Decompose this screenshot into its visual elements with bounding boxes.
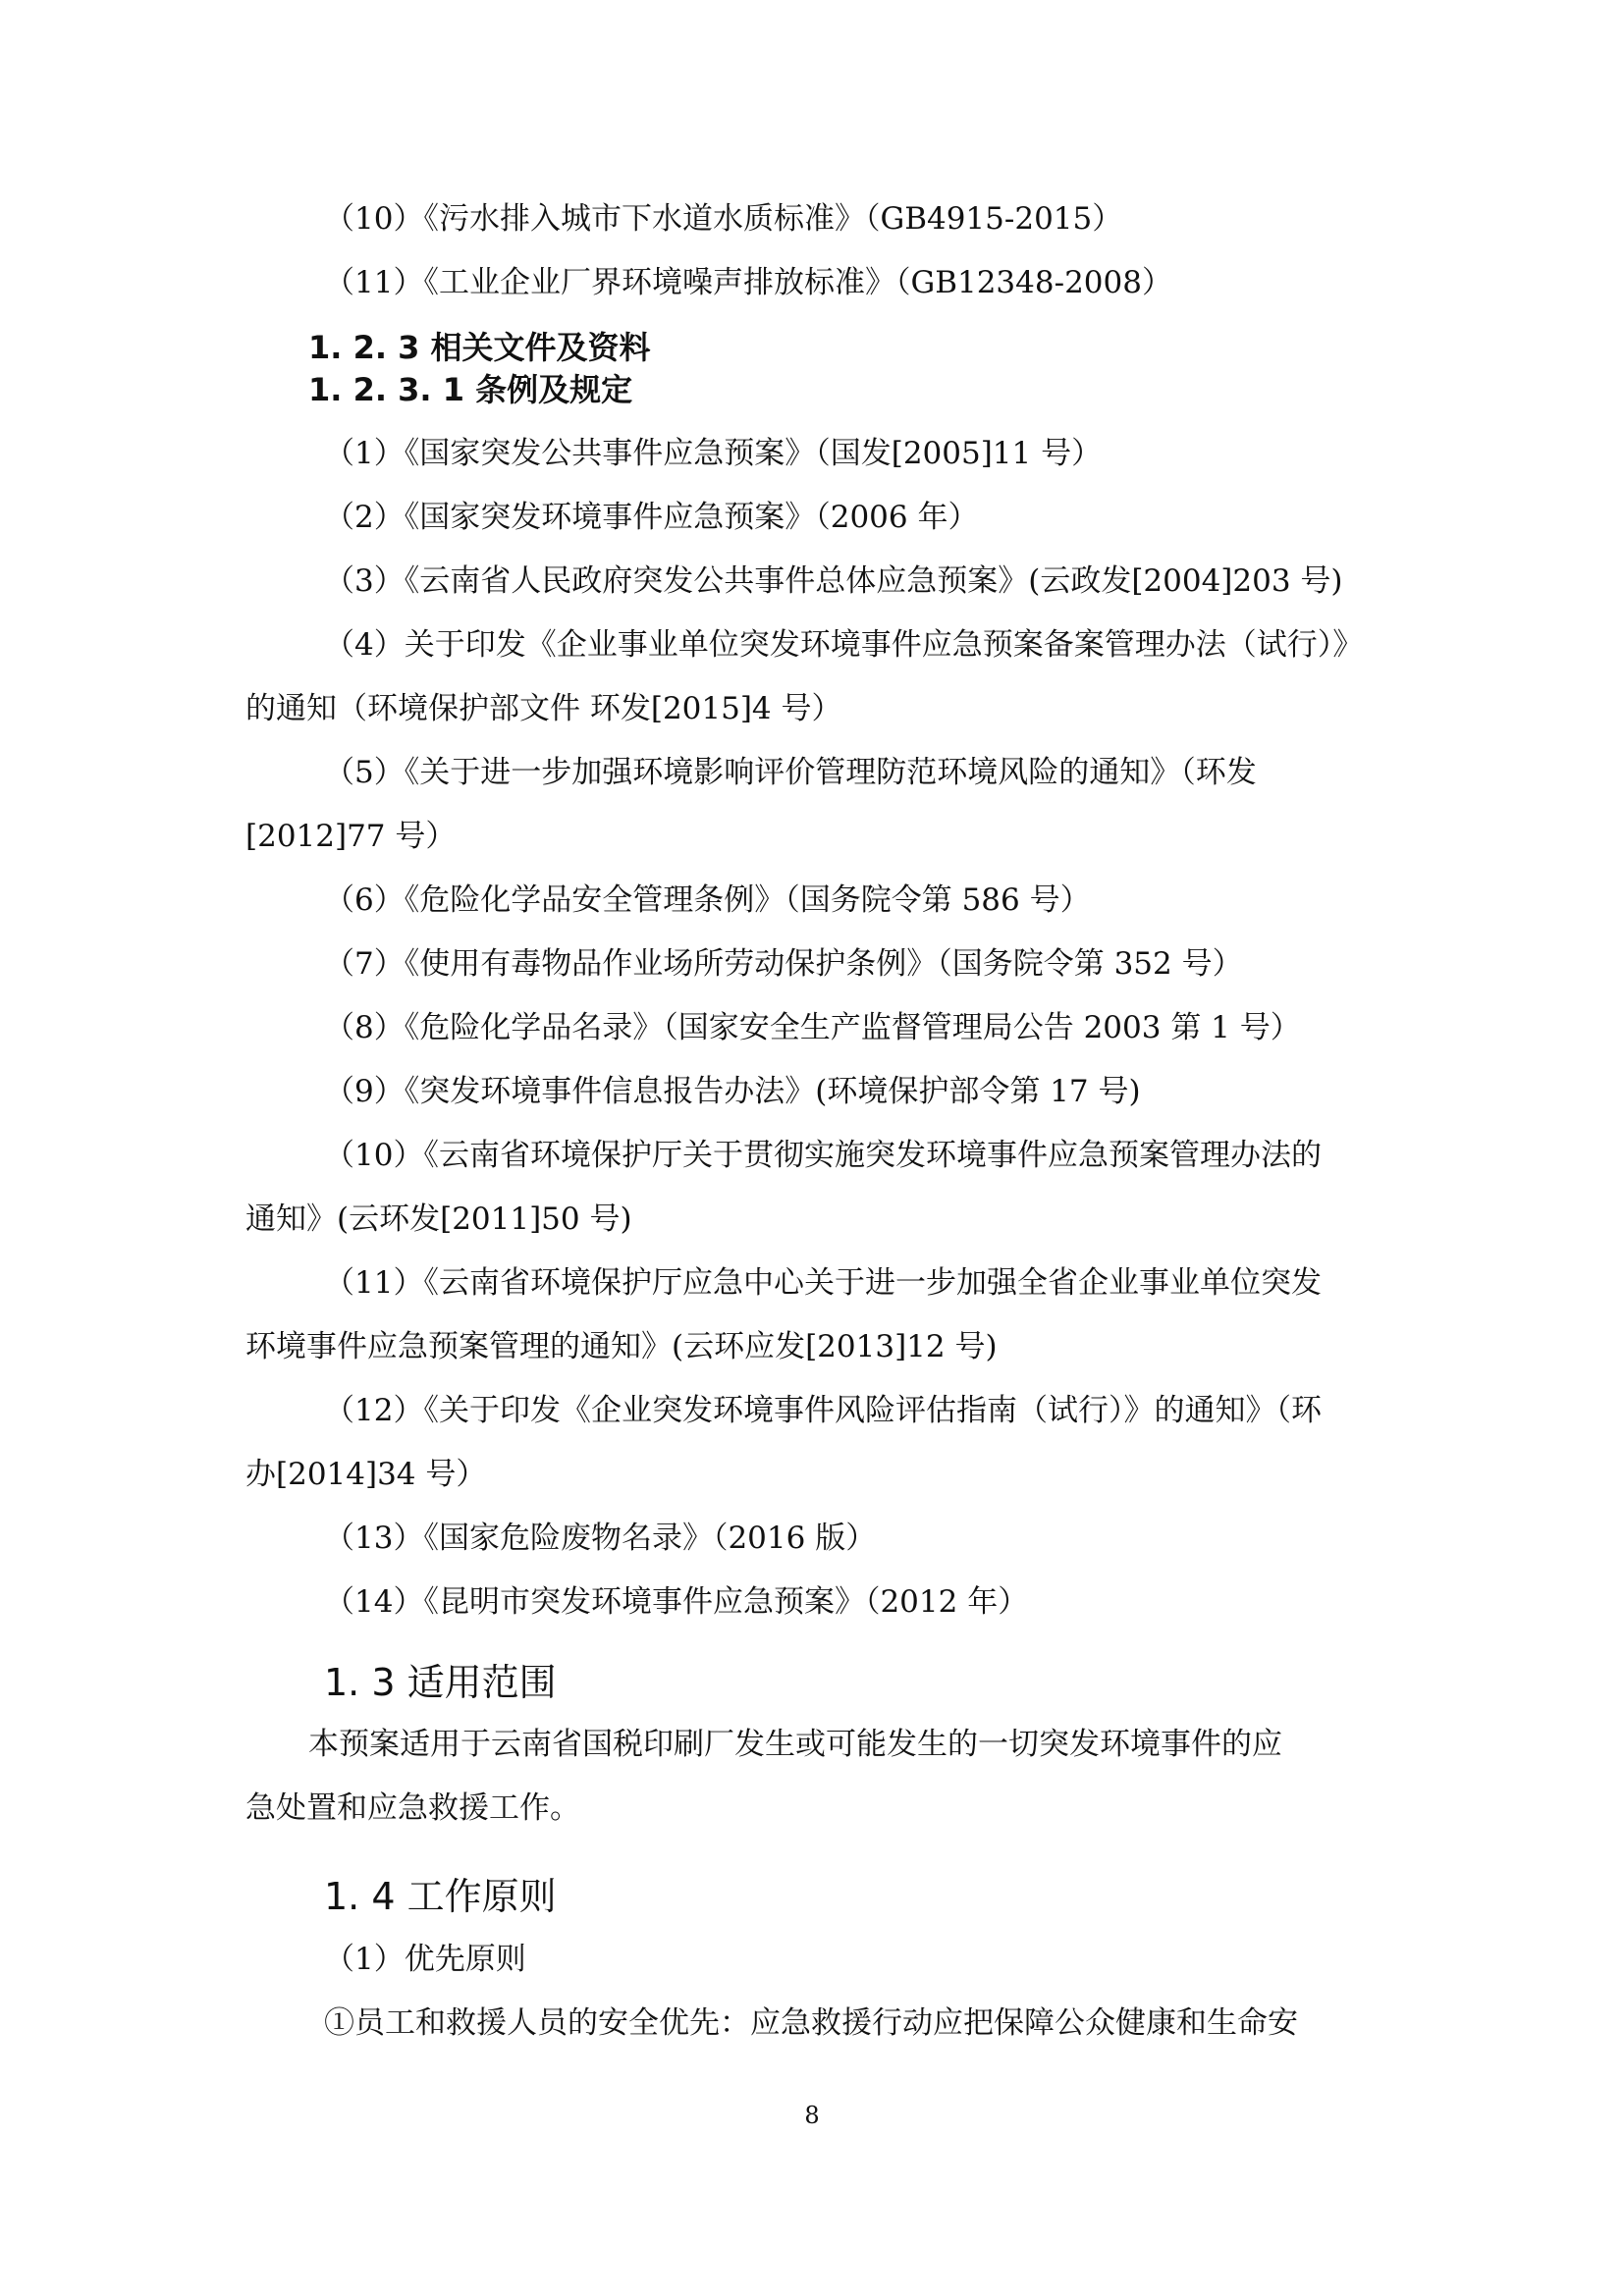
regulation-item: （8）《危险化学品名录》（国家安全生产监督管理局公告 2003 第 1 号） xyxy=(324,1010,1301,1045)
regulation-item-continuation: 办[2014]34 号） xyxy=(245,1457,487,1492)
regulation-item-continuation: [2012]77 号） xyxy=(245,819,457,854)
regulation-item-continuation: 环境事件应急预案管理的通知》(云环应发[2013]12 号) xyxy=(245,1329,998,1364)
page-number: 8 xyxy=(804,2102,820,2129)
standard-item: （11）《工业企业厂界环境噪声排放标准》（GB12348-2008） xyxy=(324,265,1172,300)
regulation-item: （3）《云南省人民政府突发公共事件总体应急预案》(云政发[2004]203 号) xyxy=(324,563,1343,599)
regulation-item-continuation: 通知》(云环发[2011]50 号) xyxy=(245,1201,632,1237)
scope-paragraph-continuation: 急处置和应急救援工作。 xyxy=(245,1790,580,1826)
regulation-item: （7）《使用有毒物品作业场所劳动保护条例》（国务院令第 352 号） xyxy=(324,946,1243,982)
regulation-item: （5）《关于进一步加强环境影响评价管理防范环境风险的通知》（环发 xyxy=(324,755,1257,790)
regulation-item: （13）《国家危险废物名录》（2016 版） xyxy=(324,1521,877,1556)
regulation-item: （11）《云南省环境保护厅应急中心关于进一步加强全省企业事业单位突发 xyxy=(324,1265,1322,1301)
section-heading-1-3: 1. 3 适用范围 xyxy=(324,1661,557,1704)
section-heading-1-2-3-1: 1. 2. 3. 1 条例及规定 xyxy=(308,371,633,408)
regulation-item: （9）《突发环境事件信息报告办法》(环境保护部令第 17 号) xyxy=(324,1074,1141,1109)
section-heading-1-2-3: 1. 2. 3 相关文件及资料 xyxy=(308,329,651,366)
regulation-item: （14）《昆明市突发环境事件应急预案》（2012 年） xyxy=(324,1584,1029,1620)
principle-item: （1）优先原则 xyxy=(324,1942,526,1977)
regulation-item: （6）《危险化学品安全管理条例》（国务院令第 586 号） xyxy=(324,882,1091,918)
regulation-item: （12）《关于印发《企业突发环境事件风险评估指南（试行）》的通知》（环 xyxy=(324,1393,1322,1428)
scope-paragraph: 本预案适用于云南省国税印刷厂发生或可能发生的一切突发环境事件的应 xyxy=(308,1727,1282,1762)
standard-item: （10）《污水排入城市下水道水质标准》（GB4915-2015） xyxy=(324,201,1123,237)
regulation-item: （10）《云南省环境保护厅关于贯彻实施突发环境事件应急预案管理办法的 xyxy=(324,1138,1322,1173)
regulation-item: （2）《国家突发环境事件应急预案》（2006 年） xyxy=(324,500,979,535)
regulation-item-continuation: 的通知（环境保护部文件 环发[2015]4 号） xyxy=(245,691,842,726)
section-heading-1-4: 1. 4 工作原则 xyxy=(324,1875,557,1918)
principle-subitem: ①员工和救援人员的安全优先：应急救援行动应把保障公众健康和生命安 xyxy=(324,2005,1298,2041)
regulation-item: （4）关于印发《企业事业单位突发环境事件应急预案备案管理办法（试行）》 xyxy=(324,627,1364,663)
regulation-item: （1）《国家突发公共事件应急预案》（国发[2005]11 号） xyxy=(324,436,1103,471)
